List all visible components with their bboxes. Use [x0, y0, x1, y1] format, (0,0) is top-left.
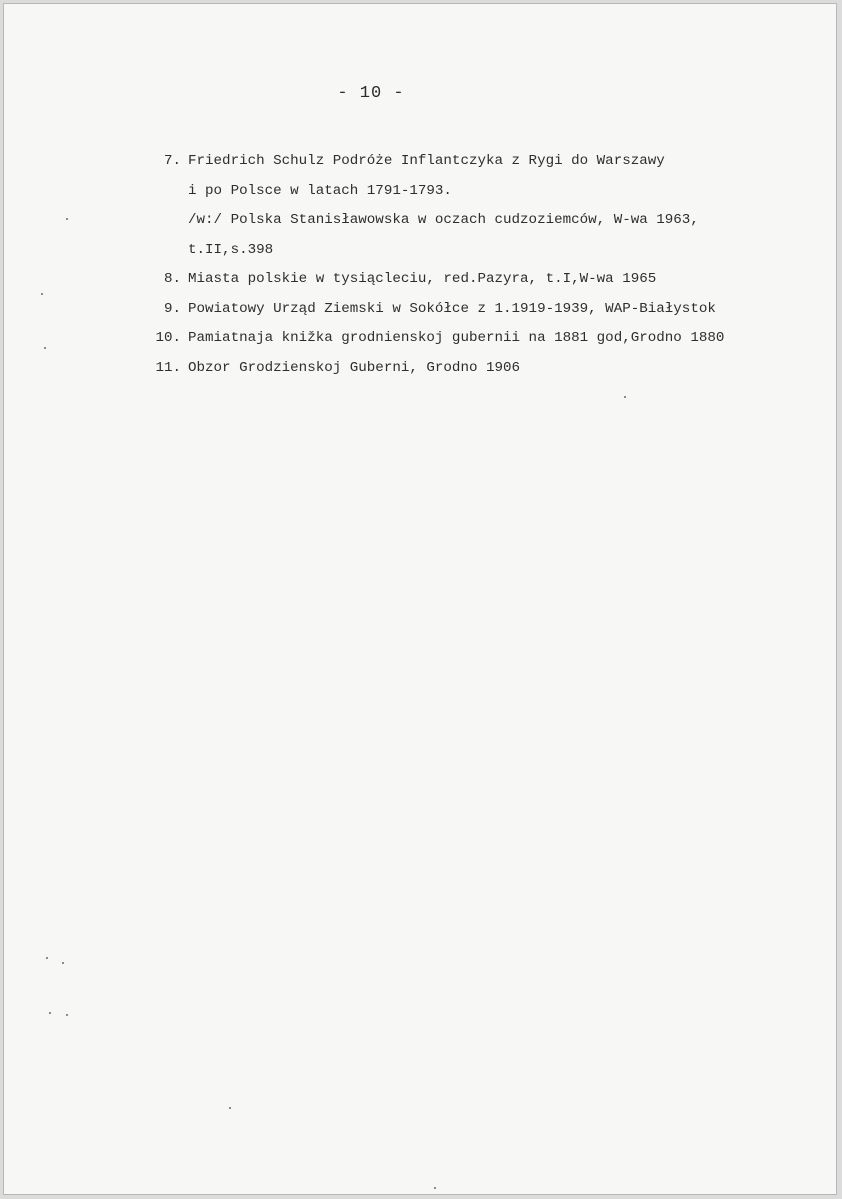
reference-number: 10. [155, 330, 181, 346]
reference-item-11 [141, 354, 831, 384]
reference-number: 8. [163, 271, 181, 287]
reference-item-7 [141, 147, 831, 265]
paper-speck [46, 957, 48, 959]
paper-speck [44, 347, 46, 349]
document-page [3, 3, 837, 1195]
reference-item-9 [141, 295, 831, 325]
page-number: - 10 - [337, 84, 405, 103]
reference-list [141, 147, 831, 383]
paper-speck [229, 1107, 231, 1109]
reference-number: 11. [155, 359, 181, 376]
reference-line: Friedrich Schulz Podróże Inflantczyka z Rygi do Warszawy [188, 153, 665, 169]
reference-number: 9. [163, 300, 181, 317]
reference-item-8 [141, 265, 831, 295]
reference-line: Miasta polskie w tysiącleciu, red.Pazyra, t.I,W-wa 1965 [188, 271, 657, 287]
paper-speck [66, 218, 68, 220]
reference-line: i po Polsce w latach 1791-1793. [188, 182, 452, 199]
paper-speck [41, 293, 43, 295]
paper-speck [624, 396, 626, 398]
paper-speck [434, 1187, 436, 1189]
paper-speck [49, 1012, 51, 1014]
reference-line: /w:/ Polska Stanisławowska w oczach cudzoziemców, W-wa 1963, [188, 212, 699, 228]
reference-line: Powiatowy Urząd Ziemski w Sokółce z 1.1919-1939, WAP-Białystok [188, 300, 716, 317]
reference-line: t.II,s.398 [188, 241, 274, 258]
reference-line: Pamiatnaja knižka grodnienskoj gubernii na 1881 god,Grodno 1880 [188, 330, 725, 346]
reference-line: Obzor Grodzienskoj Guberni, Grodno 1906 [188, 359, 521, 376]
paper-speck [62, 962, 64, 964]
reference-number: 7. [163, 153, 181, 169]
reference-item-10 [141, 324, 831, 354]
paper-speck [66, 1014, 68, 1016]
